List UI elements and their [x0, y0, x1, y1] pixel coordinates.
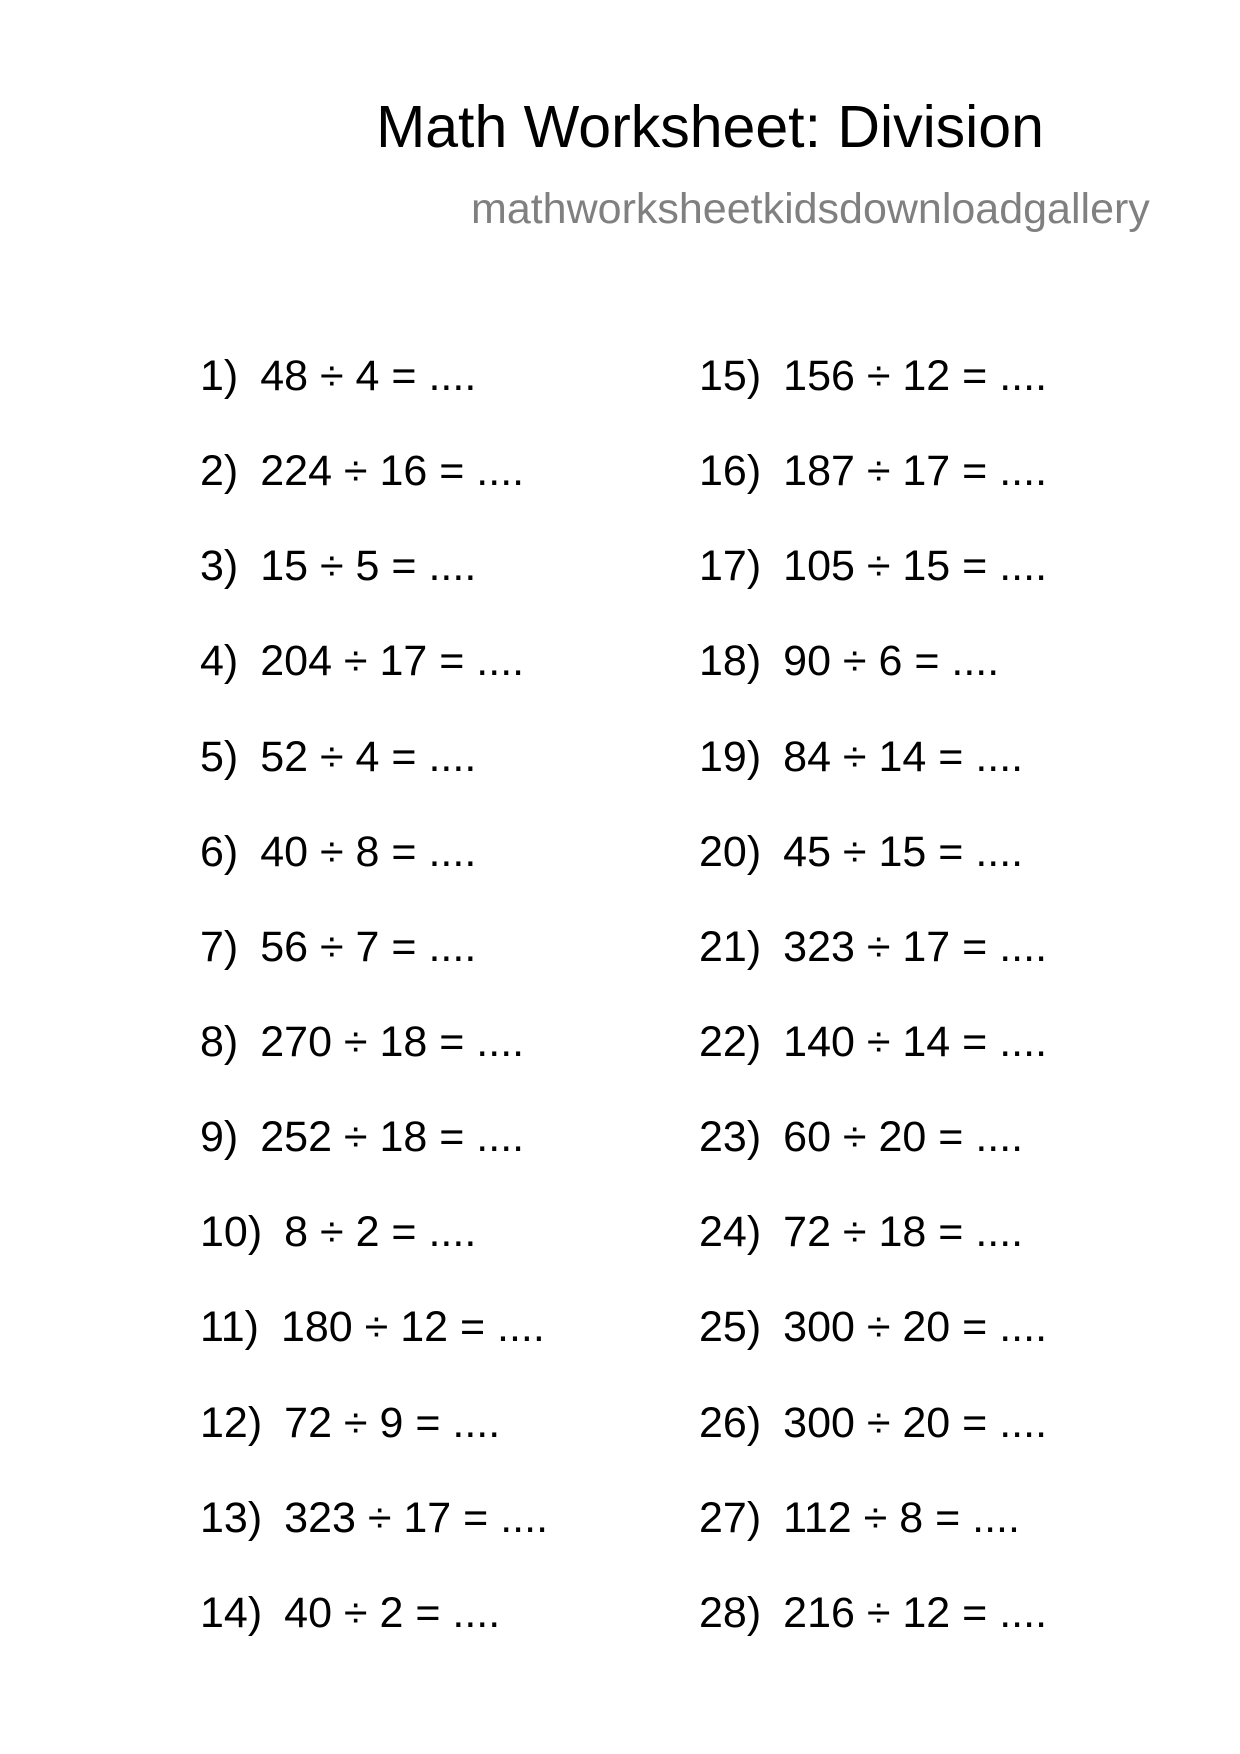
problem-number: 18) [699, 637, 762, 686]
problem-number: 10) [200, 1208, 263, 1257]
problem-number: 12) [200, 1398, 263, 1447]
problem-item [200, 1016, 548, 1111]
problem-item [200, 1301, 548, 1396]
problem-item [200, 1587, 548, 1682]
problem-expression: 112 ÷ 8 = .... [783, 1493, 1020, 1542]
problem-number: 13) [200, 1493, 263, 1542]
problem-expression: 84 ÷ 14 = .... [783, 732, 1024, 781]
problem-item [200, 1111, 548, 1206]
problem-item [699, 1206, 1047, 1301]
problem-expression: 40 ÷ 2 = .... [284, 1588, 501, 1637]
problem-column-right [699, 350, 1047, 1682]
problem-number: 21) [699, 922, 762, 971]
problem-item [200, 921, 548, 1016]
problem-number: 20) [699, 827, 762, 876]
problem-expression: 15 ÷ 5 = .... [260, 542, 477, 591]
problem-item [699, 540, 1047, 635]
problem-item [699, 350, 1047, 445]
problem-expression: 72 ÷ 9 = .... [284, 1398, 501, 1447]
problem-number: 19) [699, 732, 762, 781]
site-name: mathworksheetkidsdownloadgallery [471, 185, 1150, 233]
problem-number: 2) [200, 447, 239, 496]
problem-item [200, 635, 548, 730]
problem-item [200, 540, 548, 635]
problem-number: 17) [699, 542, 762, 591]
problem-expression: 187 ÷ 17 = .... [783, 447, 1048, 496]
problem-item [200, 826, 548, 921]
problem-expression: 156 ÷ 12 = .... [783, 352, 1048, 400]
problem-item [200, 731, 548, 826]
problem-expression: 270 ÷ 18 = .... [260, 1017, 525, 1066]
problem-expression: 105 ÷ 15 = .... [783, 542, 1048, 591]
problem-item [200, 1206, 548, 1301]
problem-column-left [200, 350, 548, 1682]
problem-item [699, 731, 1047, 826]
problem-number: 24) [699, 1208, 762, 1257]
problem-item [699, 826, 1047, 921]
problem-number: 15) [699, 352, 762, 400]
problem-item [699, 1492, 1047, 1587]
problem-number: 8) [200, 1017, 239, 1066]
problem-number: 9) [200, 1113, 239, 1162]
problem-number: 16) [699, 447, 762, 496]
problem-item [699, 445, 1047, 540]
problem-expression: 252 ÷ 18 = .... [260, 1113, 525, 1162]
problem-expression: 323 ÷ 17 = .... [783, 922, 1048, 971]
problem-number: 4) [200, 637, 239, 686]
worksheet-title: Math Worksheet: Division [376, 94, 1044, 160]
problem-item [200, 1397, 548, 1492]
problem-number: 3) [200, 542, 239, 591]
problem-expression: 60 ÷ 20 = .... [783, 1113, 1024, 1162]
problem-number: 11) [200, 1303, 259, 1352]
problem-expression: 90 ÷ 6 = .... [783, 637, 1000, 686]
problem-item [200, 445, 548, 540]
problem-number: 23) [699, 1113, 762, 1162]
problem-number: 25) [699, 1303, 762, 1352]
problem-number: 26) [699, 1398, 762, 1447]
problem-expression: 52 ÷ 4 = .... [260, 732, 477, 781]
problem-item [699, 1301, 1047, 1396]
problem-number: 1) [200, 352, 239, 400]
problem-expression: 323 ÷ 17 = .... [284, 1493, 549, 1542]
problem-expression: 180 ÷ 12 = .... [280, 1303, 545, 1352]
problem-item [699, 635, 1047, 730]
problem-expression: 216 ÷ 12 = .... [783, 1588, 1048, 1637]
problem-number: 28) [699, 1588, 762, 1637]
problem-item [200, 350, 548, 445]
problem-expression: 140 ÷ 14 = .... [783, 1017, 1048, 1066]
problem-expression: 300 ÷ 20 = .... [783, 1303, 1048, 1352]
problem-item [200, 1492, 548, 1587]
problem-number: 7) [200, 922, 239, 971]
problem-expression: 204 ÷ 17 = .... [260, 637, 525, 686]
problem-expression: 72 ÷ 18 = .... [783, 1208, 1024, 1257]
problem-expression: 300 ÷ 20 = .... [783, 1398, 1048, 1447]
problem-expression: 8 ÷ 2 = .... [284, 1208, 477, 1257]
problem-item [699, 1016, 1047, 1111]
problem-item [699, 1111, 1047, 1206]
problem-expression: 56 ÷ 7 = .... [260, 922, 477, 971]
problem-number: 27) [699, 1493, 762, 1542]
problem-number: 5) [200, 732, 239, 781]
problem-number: 6) [200, 827, 239, 876]
problem-item [699, 1587, 1047, 1682]
problem-expression: 224 ÷ 16 = .... [260, 447, 525, 496]
problem-number: 14) [200, 1588, 263, 1637]
problem-expression: 40 ÷ 8 = .... [260, 827, 477, 876]
problem-item [699, 921, 1047, 1016]
problem-item [699, 1397, 1047, 1492]
problem-expression: 45 ÷ 15 = .... [783, 827, 1024, 876]
problem-expression: 48 ÷ 4 = .... [260, 352, 477, 400]
problem-number: 22) [699, 1017, 762, 1066]
